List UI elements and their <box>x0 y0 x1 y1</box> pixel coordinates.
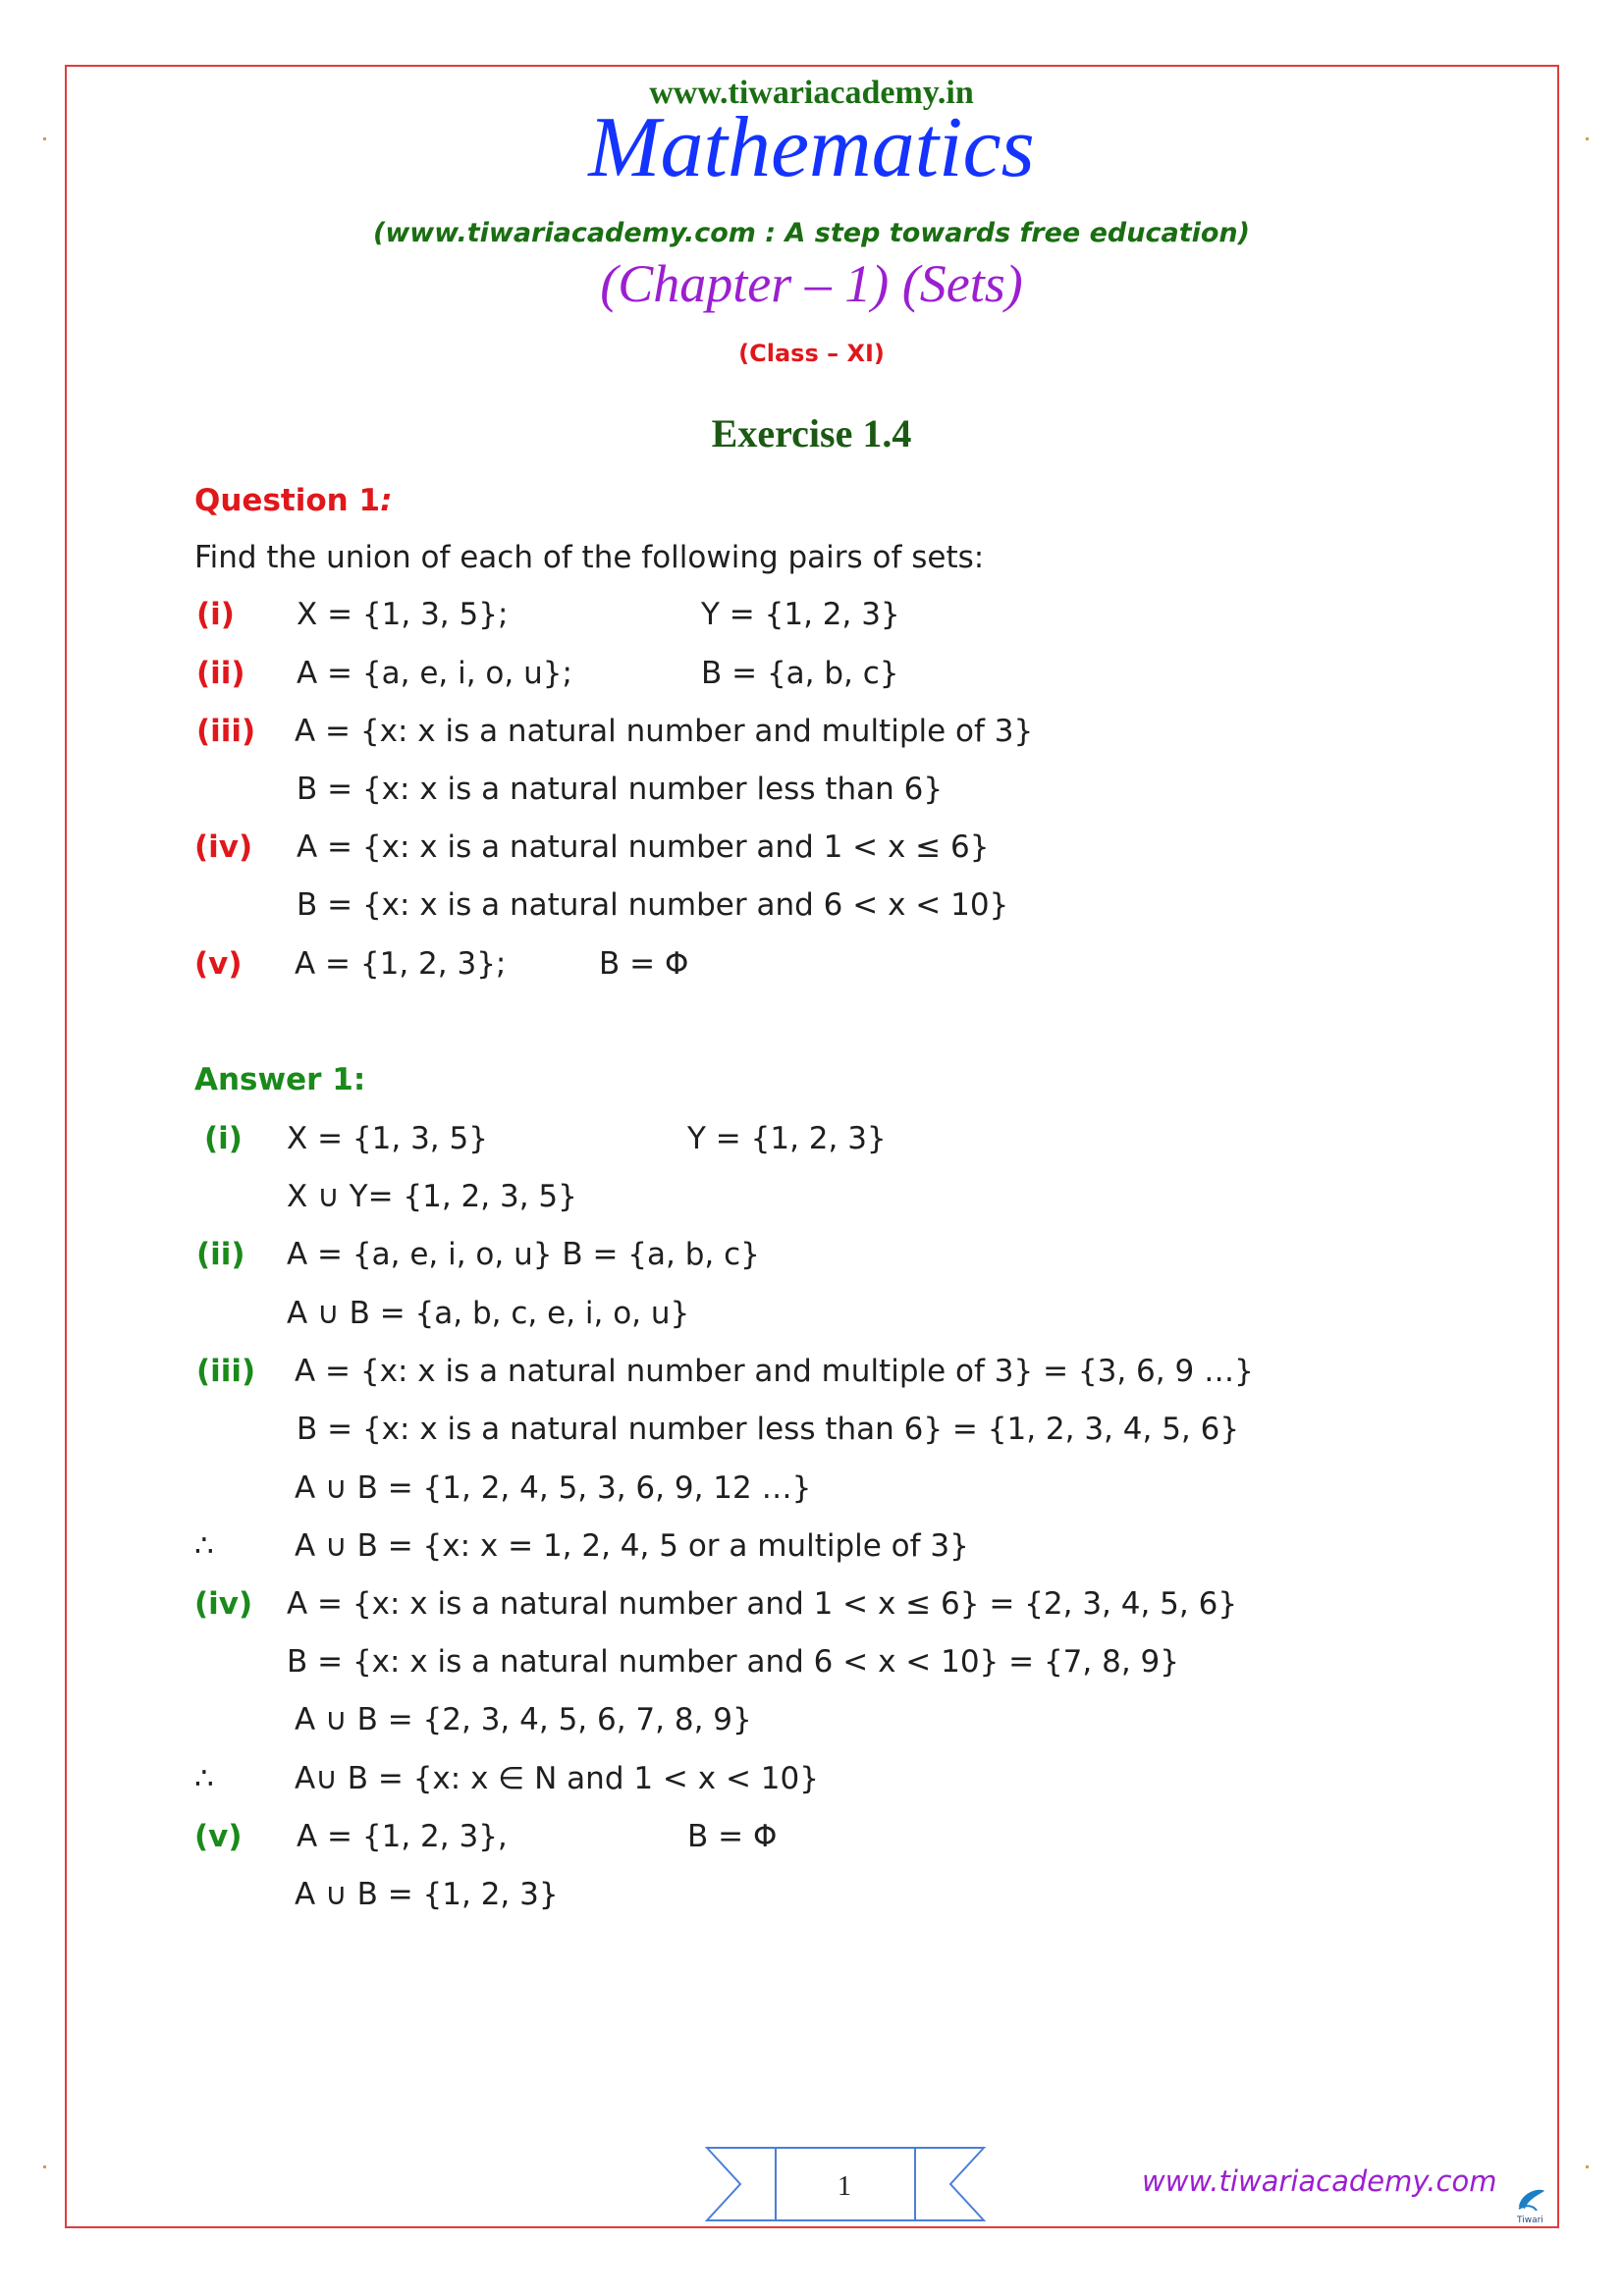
answer-line: A ∪ B = {x: x = 1, 2, 4, 5 or a multiple of 3} <box>295 1528 969 1564</box>
question-prompt: Find the union of each of the following pairs of sets: <box>194 540 985 575</box>
answer-line: A ∪ B = {2, 3, 4, 5, 6, 7, 8, 9} <box>295 1702 752 1737</box>
set-definition: B = {a, b, c} <box>701 656 899 691</box>
answer-heading: Answer 1: <box>194 1062 366 1097</box>
set-definition: B = {x: x is a natural number and 6 < x < 10} <box>297 887 1009 923</box>
part-label: (iii) <box>196 714 256 749</box>
set-definition: A = {x: x is a natural number and 1 < x ≤ 6} <box>297 829 990 865</box>
part-label: (v) <box>194 946 243 982</box>
chapter-title: (Chapter – 1) (Sets) <box>600 254 1023 313</box>
part-label: (iv) <box>194 1586 253 1622</box>
set-definition: X = {1, 3, 5}; <box>297 597 509 632</box>
answer-line: Y = {1, 2, 3} <box>687 1121 887 1156</box>
tagline: (www.tiwariacademy.com : A step towards free education) <box>373 218 1250 248</box>
set-definition: B = Φ <box>599 946 689 982</box>
answer-line: X = {1, 3, 5} <box>287 1121 488 1156</box>
part-label: (ii) <box>196 1237 245 1272</box>
answer-line: A ∪ B = {1, 2, 4, 5, 3, 6, 9, 12 …} <box>295 1470 812 1506</box>
set-definition: Y = {1, 2, 3} <box>701 597 900 632</box>
answer-line: A ∪ B = {a, b, c, e, i, o, u} <box>287 1296 690 1331</box>
answer-line: A = {x: x is a natural number and multiple of 3} = {3, 6, 9 …} <box>295 1354 1254 1389</box>
site-url[interactable]: www.tiwariacademy.in <box>649 75 974 111</box>
corner-dot <box>43 2165 46 2168</box>
set-definition: A = {x: x is a natural number and multiple of 3} <box>295 714 1034 749</box>
logo-text: Tiwari <box>1517 2216 1543 2224</box>
corner-dot <box>1586 2165 1589 2168</box>
exercise-title: Exercise 1.4 <box>711 411 912 455</box>
answer-line: X ∪ Y= {1, 2, 3, 5} <box>287 1179 577 1214</box>
answer-line: A = {x: x is a natural number and 1 < x ≤ 6} = {2, 3, 4, 5, 6} <box>287 1586 1238 1622</box>
answer-line: A ∪ B = {1, 2, 3} <box>295 1877 559 1912</box>
answer-line: B = Φ <box>687 1819 778 1854</box>
set-definition: B = {x: x is a natural number less than 6} <box>297 772 944 807</box>
answer-line: A = {1, 2, 3}, <box>297 1819 508 1854</box>
part-label: (iii) <box>196 1354 256 1389</box>
part-label: (i) <box>204 1121 243 1156</box>
page-number: 1 <box>838 2171 851 2202</box>
answer-line: A∪ B = {x: x ∈ N and 1 < x < 10} <box>295 1761 819 1796</box>
answer-line: A = {a, e, i, o, u} B = {a, b, c} <box>287 1237 760 1272</box>
therefore-symbol: ∴ <box>194 1761 214 1796</box>
set-definition: A = {1, 2, 3}; <box>295 946 507 982</box>
tiwari-logo-icon <box>1515 2185 1548 2224</box>
footer-url[interactable]: www.tiwariacademy.com <box>1142 2164 1497 2198</box>
answer-line: B = {x: x is a natural number less than 6} = {1, 2, 3, 4, 5, 6} <box>297 1412 1240 1447</box>
part-label: (iv) <box>194 829 253 865</box>
set-definition: A = {a, e, i, o, u}; <box>297 656 572 691</box>
answer-line: B = {x: x is a natural number and 6 < x < 10} = {7, 8, 9} <box>287 1644 1179 1680</box>
subject-title: Mathematics <box>588 100 1035 195</box>
class-label: (Class – XI) <box>738 340 885 367</box>
part-label: (v) <box>194 1819 243 1854</box>
question-heading: Question 1: <box>194 483 393 518</box>
part-label: (ii) <box>196 656 245 691</box>
therefore-symbol: ∴ <box>194 1528 214 1564</box>
part-label: (i) <box>196 597 235 632</box>
